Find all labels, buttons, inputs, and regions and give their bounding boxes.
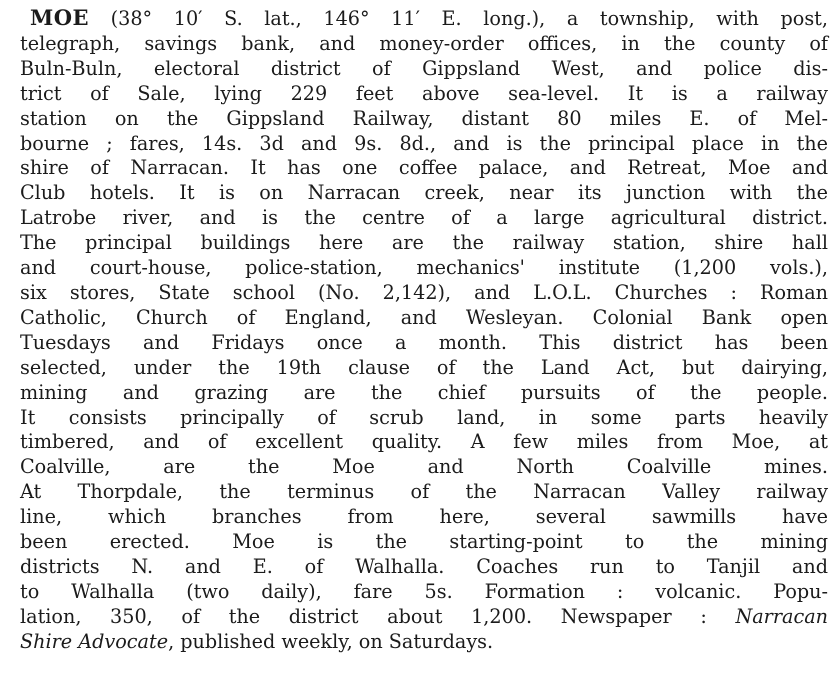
- entry-text: , published weekly, on Saturdays.: [168, 629, 494, 653]
- entry-line-1: [20, 6, 828, 32]
- entry-line-25: [20, 605, 828, 630]
- newspaper-title-part-2: Shire Advocate: [20, 629, 169, 653]
- entry-text: (38° 10′ S. lat., 146° 11′ E. long.), a township, with post,: [89, 7, 828, 30]
- entry-line-17: It consists principally of scrub land, in some parts heavily: [20, 405, 828, 429]
- entry-line-16: mining and grazing are the chief pursuits of the people.: [20, 380, 828, 404]
- entry-line-8: Club hotels. It is on Narracan creek, near its junction with the: [20, 181, 828, 205]
- entry-line-2: telegraph, savings bank, and money-order offices, in the county of: [20, 31, 828, 55]
- gazetteer-entry: [20, 6, 828, 655]
- entry-line-4: trict of Sale, lying 229 feet above sea-level. It is a railway: [20, 81, 828, 105]
- entry-line-11: and court-house, police-station, mechanics' institute (1,200 vols.),: [20, 256, 828, 280]
- entry-line-5: station on the Gippsland Railway, distant 80 miles E. of Mel-: [20, 106, 828, 130]
- entry-line-19: Coalville, are the Moe and North Coalville mines.: [20, 455, 828, 479]
- entry-line-3: Buln-Buln, electoral district of Gippsland West, and police dis-: [20, 56, 828, 80]
- entry-line-22: been erected. Moe is the starting-point to the mining: [20, 530, 828, 554]
- entry-line-24: to Walhalla (two daily), fare 5s. Formation : volcanic. Popu-: [20, 579, 828, 603]
- entry-line-21: line, which branches from here, several sawmills have: [20, 505, 828, 529]
- entry-line-26: [20, 630, 828, 655]
- entry-line-12: six stores, State school (No. 2,142), and L.O.L. Churches : Roman: [20, 280, 828, 304]
- entry-line-20: At Thorpdale, the terminus of the Narracan Valley railway: [20, 480, 828, 504]
- newspaper-title-part-1: Narracan: [735, 604, 828, 628]
- entry-line-13: Catholic, Church of England, and Wesleyan. Colonial Bank open: [20, 305, 828, 329]
- entry-line-6: bourne ; fares, 14s. 3d and 9s. 8d., and is the principal place in the: [20, 131, 828, 155]
- entry-line-18: timbered, and of excellent quality. A few miles from Moe, at: [20, 430, 828, 454]
- entry-text: lation, 350, of the district about 1,200. Newspaper :: [20, 604, 736, 628]
- entry-line-9: Latrobe river, and is the centre of a large agricultural district.: [20, 206, 828, 230]
- entry-line-15: selected, under the 19th clause of the Land Act, but dairying,: [20, 355, 828, 379]
- headword: MOE: [30, 5, 90, 30]
- entry-line-14: Tuesdays and Fridays once a month. This district has been: [20, 330, 828, 354]
- entry-line-10: The principal buildings here are the railway station, shire hall: [20, 231, 828, 255]
- entry-line-7: shire of Narracan. It has one coffee palace, and Retreat, Moe and: [20, 156, 828, 180]
- entry-line-23: districts N. and E. of Walhalla. Coaches run to Tanjil and: [20, 554, 828, 578]
